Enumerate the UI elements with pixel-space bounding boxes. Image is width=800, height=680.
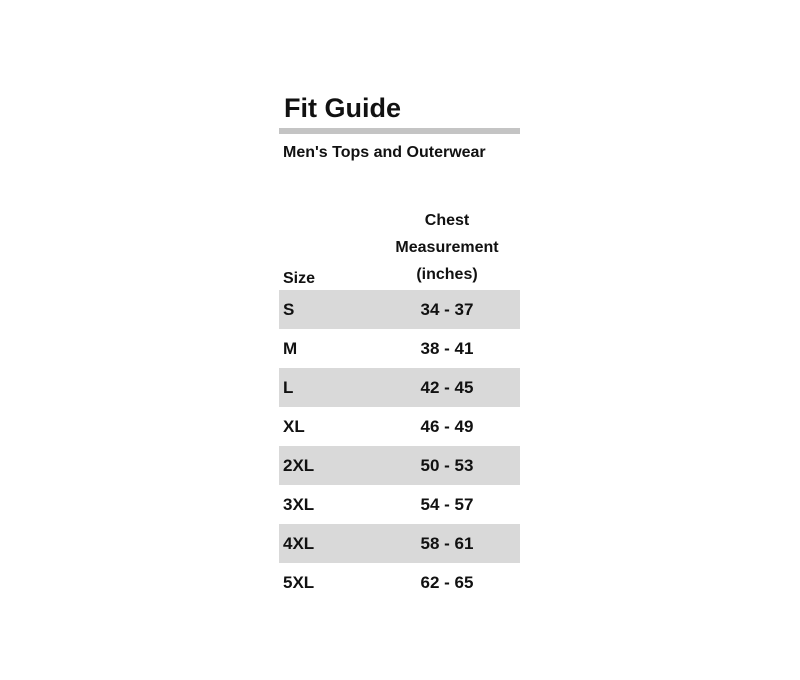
size-cell: XL [283,416,305,436]
column-header-chest-line3: (inches) [416,266,478,283]
table-row [279,485,520,524]
size-cell: 2XL [283,455,315,475]
column-header-size: Size [283,270,316,287]
size-cell: M [283,338,298,358]
size-cell: 4XL [283,533,315,553]
chest-cell: 38 - 41 [420,338,474,358]
column-header-chest-line1: Chest [424,212,470,229]
chest-cell: 34 - 37 [420,299,474,319]
chest-cell: 62 - 65 [420,572,474,592]
page-title: Fit Guide [284,93,401,123]
fit-guide [279,88,520,602]
chest-cell: 42 - 45 [420,377,474,397]
table-row [279,446,520,485]
size-cell: 3XL [283,494,315,514]
page-subtitle: Men's Tops and Outerwear [283,144,486,161]
table-row [279,329,520,368]
size-cell: S [283,299,295,319]
size-cell: 5XL [283,572,315,592]
chest-cell: 58 - 61 [420,533,474,553]
table-row [279,563,520,602]
chest-cell: 54 - 57 [420,494,474,514]
column-header-chest-line2: Measurement [395,239,499,256]
table-row [279,407,520,446]
column-header-chest [389,207,505,288]
table-header [279,209,520,288]
size-table [279,209,520,602]
chest-cell: 46 - 49 [420,416,474,436]
size-cell: L [283,377,294,397]
table-row [279,368,520,407]
chest-cell: 50 - 53 [420,455,474,475]
title-divider [279,128,520,134]
table-row [279,290,520,329]
table-row [279,524,520,563]
